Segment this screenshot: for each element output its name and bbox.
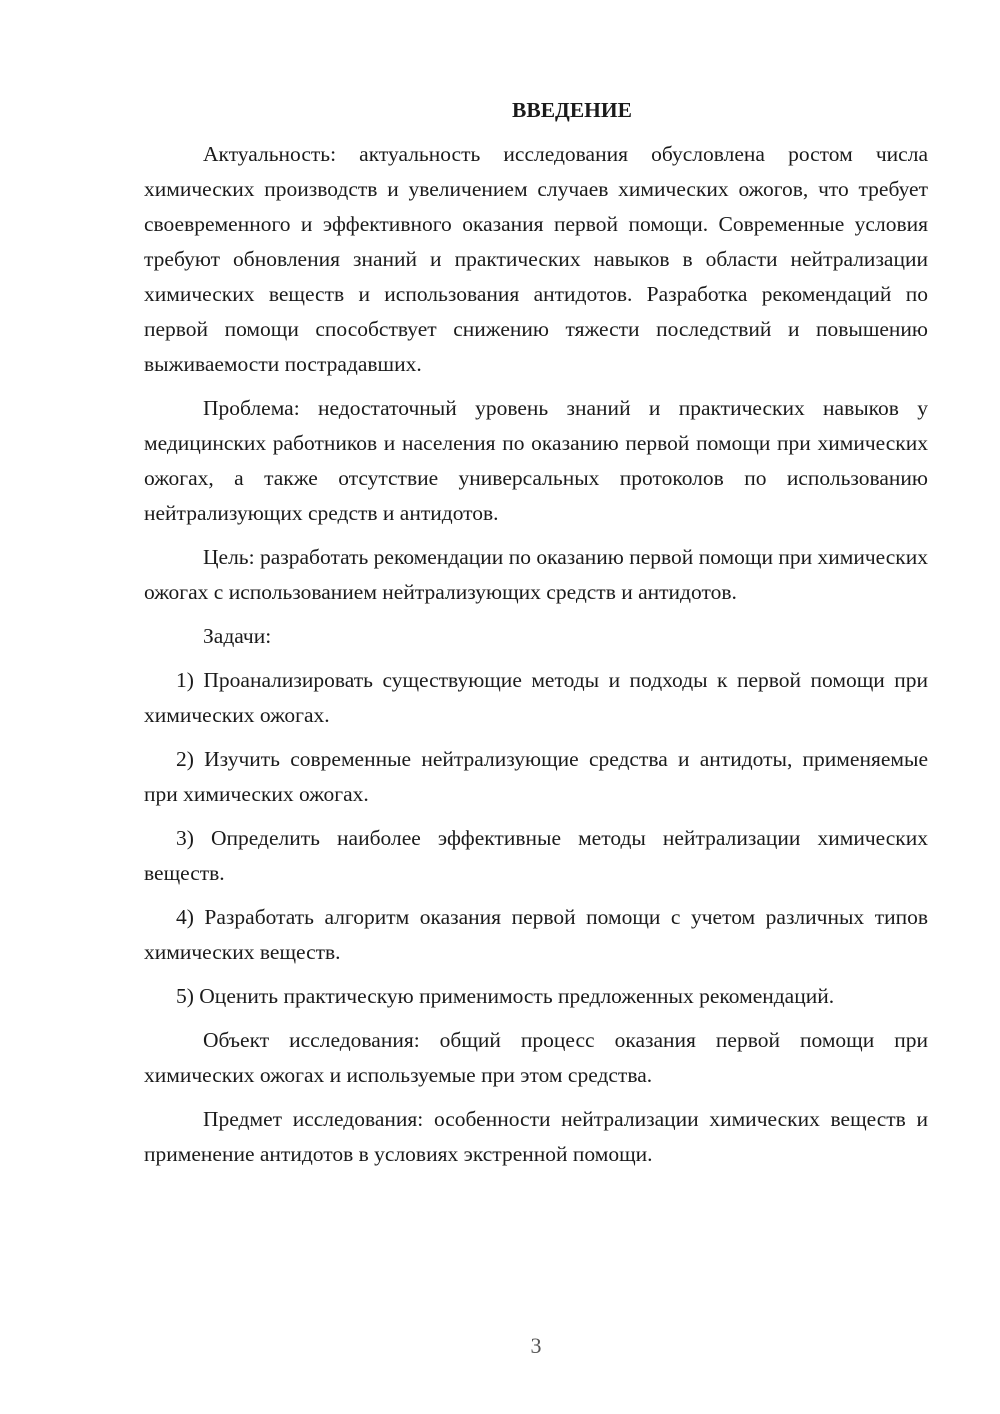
page-number: 3 — [530, 1333, 542, 1358]
task-item-5: 5) Оценить практическую применимость предложенных рекомендаций. — [176, 984, 835, 1008]
paragraph-problem: Проблема: недостаточный уровень знаний и практических навыков у медицинских работников и населения по оказанию первой помощи при химических ожогах, а также отсутствие универсальных протоколов по использованию нейтрализующих средств и антидотов. — [144, 396, 928, 525]
task-item-1: 1) Проанализировать существующие методы и подходы к первой помощи при химических ожогах. — [144, 668, 928, 727]
task-item-2: 2) Изучить современные нейтрализующие средства и антидоты, применяемые при химических ожогах. — [144, 747, 928, 806]
paragraph-goal: Цель: разработать рекомендации по оказанию первой помощи при химических ожогах с использованием нейтрализующих средств и антидотов. — [144, 545, 928, 604]
task-item-3: 3) Определить наиболее эффективные методы нейтрализации химических веществ. — [144, 826, 928, 885]
paragraph-object: Объект исследования: общий процесс оказания первой помощи при химических ожогах и используемые при этом средства. — [144, 1028, 928, 1087]
tasks-heading: Задачи: — [203, 624, 272, 648]
document-page — [144, 95, 928, 1181]
task-item-4: 4) Разработать алгоритм оказания первой помощи с учетом различных типов химических веществ. — [144, 905, 928, 964]
section-title: ВВЕДЕНИЕ — [512, 98, 632, 122]
paragraph-subject: Предмет исследования: особенности нейтрализации химических веществ и применение антидотов в условиях экстренной помощи. — [144, 1107, 928, 1166]
paragraph-relevance: Актуальность: актуальность исследования обусловлена ростом числа химических производств и увеличением случаев химических ожогов, что требует своевременного и эффективного оказания первой помощи. Современные условия требуют обновления знаний и практических навыков в области нейтрализации химических веществ и использования антидотов. Разработка рекомендаций по первой помощи способствует снижению тяжести последствий и повышению выживаемости пострадавших. — [144, 142, 928, 376]
